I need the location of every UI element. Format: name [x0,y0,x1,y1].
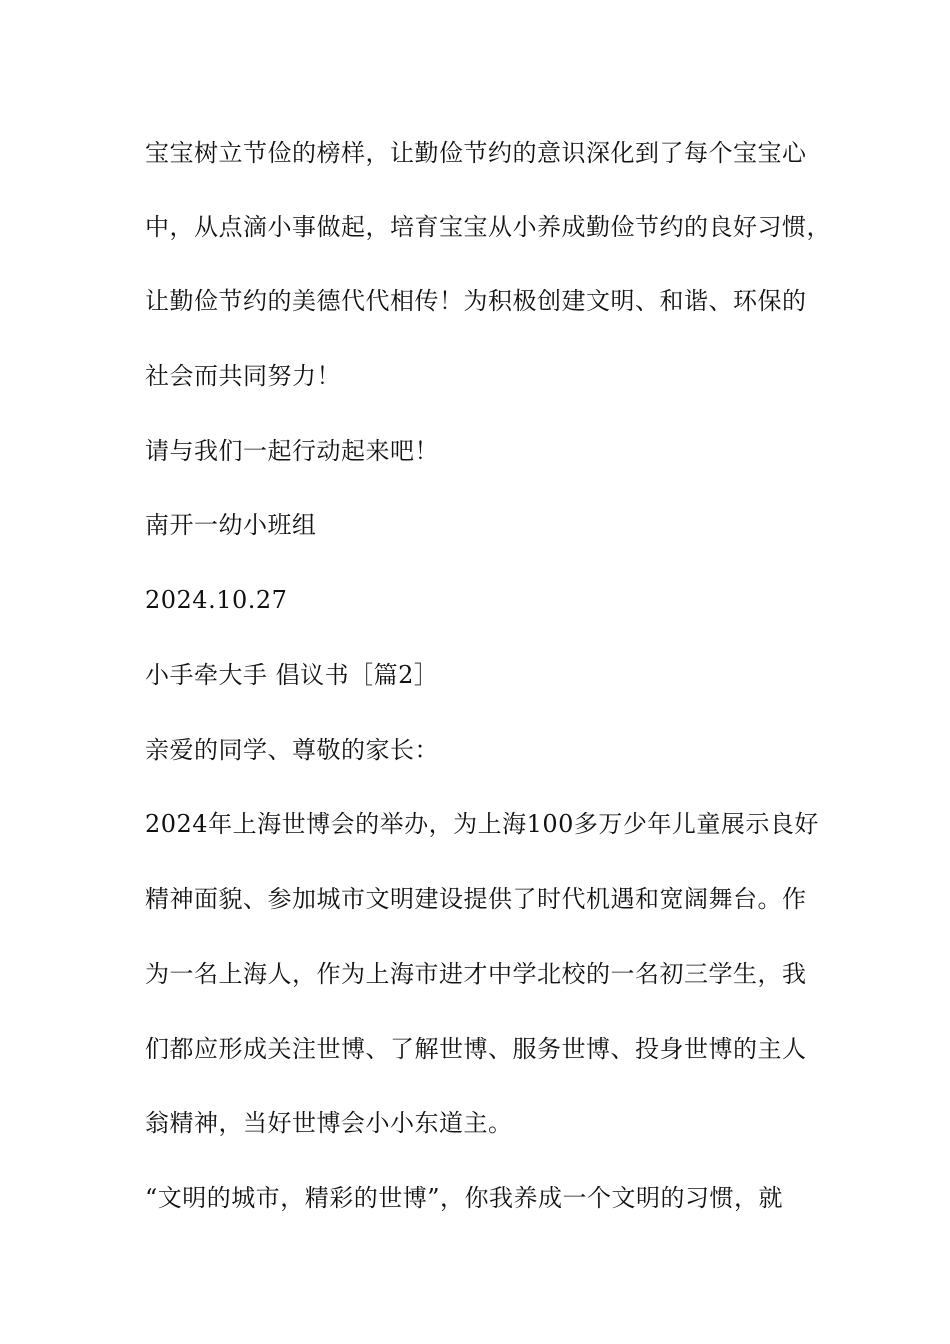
paragraph-line: “文明的城市，精彩的世博”，你我养成一个文明的习惯，就 [145,1184,784,1212]
paragraph-line: 社会而共同努力！ [145,362,341,390]
paragraph-line: 宝宝树立节俭的榜样，让勤俭节约的意识深化到了每个宝宝心 [145,139,807,167]
paragraph-line: 精神面貌、参加城市文明建设提供了时代机遇和宽阔舞台。作 [145,885,807,913]
paragraph-line: 中，从点滴小事做起，培育宝宝从小养成勤俭节约的良好习惯， [145,213,831,241]
paragraph-line: 翁精神，当好世博会小小东道主。 [145,1109,513,1137]
call-to-action-line: 请与我们一起行动起来吧！ [145,437,439,465]
signature-line: 南开一幼小班组 [145,511,317,539]
paragraph-line: 让勤俭节约的美德代代相传！为积极创建文明、和谐、环保的 [145,287,807,315]
section-title: 小手牵大手 倡议书［篇2］ [145,661,439,689]
paragraph-line: 2024年上海世博会的举办，为上海100多万少年儿童展示良好 [145,810,819,838]
paragraph-line: 为一名上海人，作为上海市进才中学北校的一名初三学生，我 [145,960,807,988]
date-line: 2024.10.27 [145,586,288,614]
paragraph-line: 们都应形成关注世博、了解世博、服务世博、投身世博的主人 [145,1035,807,1063]
salutation-line: 亲爱的同学、尊敬的家长： [145,736,439,764]
